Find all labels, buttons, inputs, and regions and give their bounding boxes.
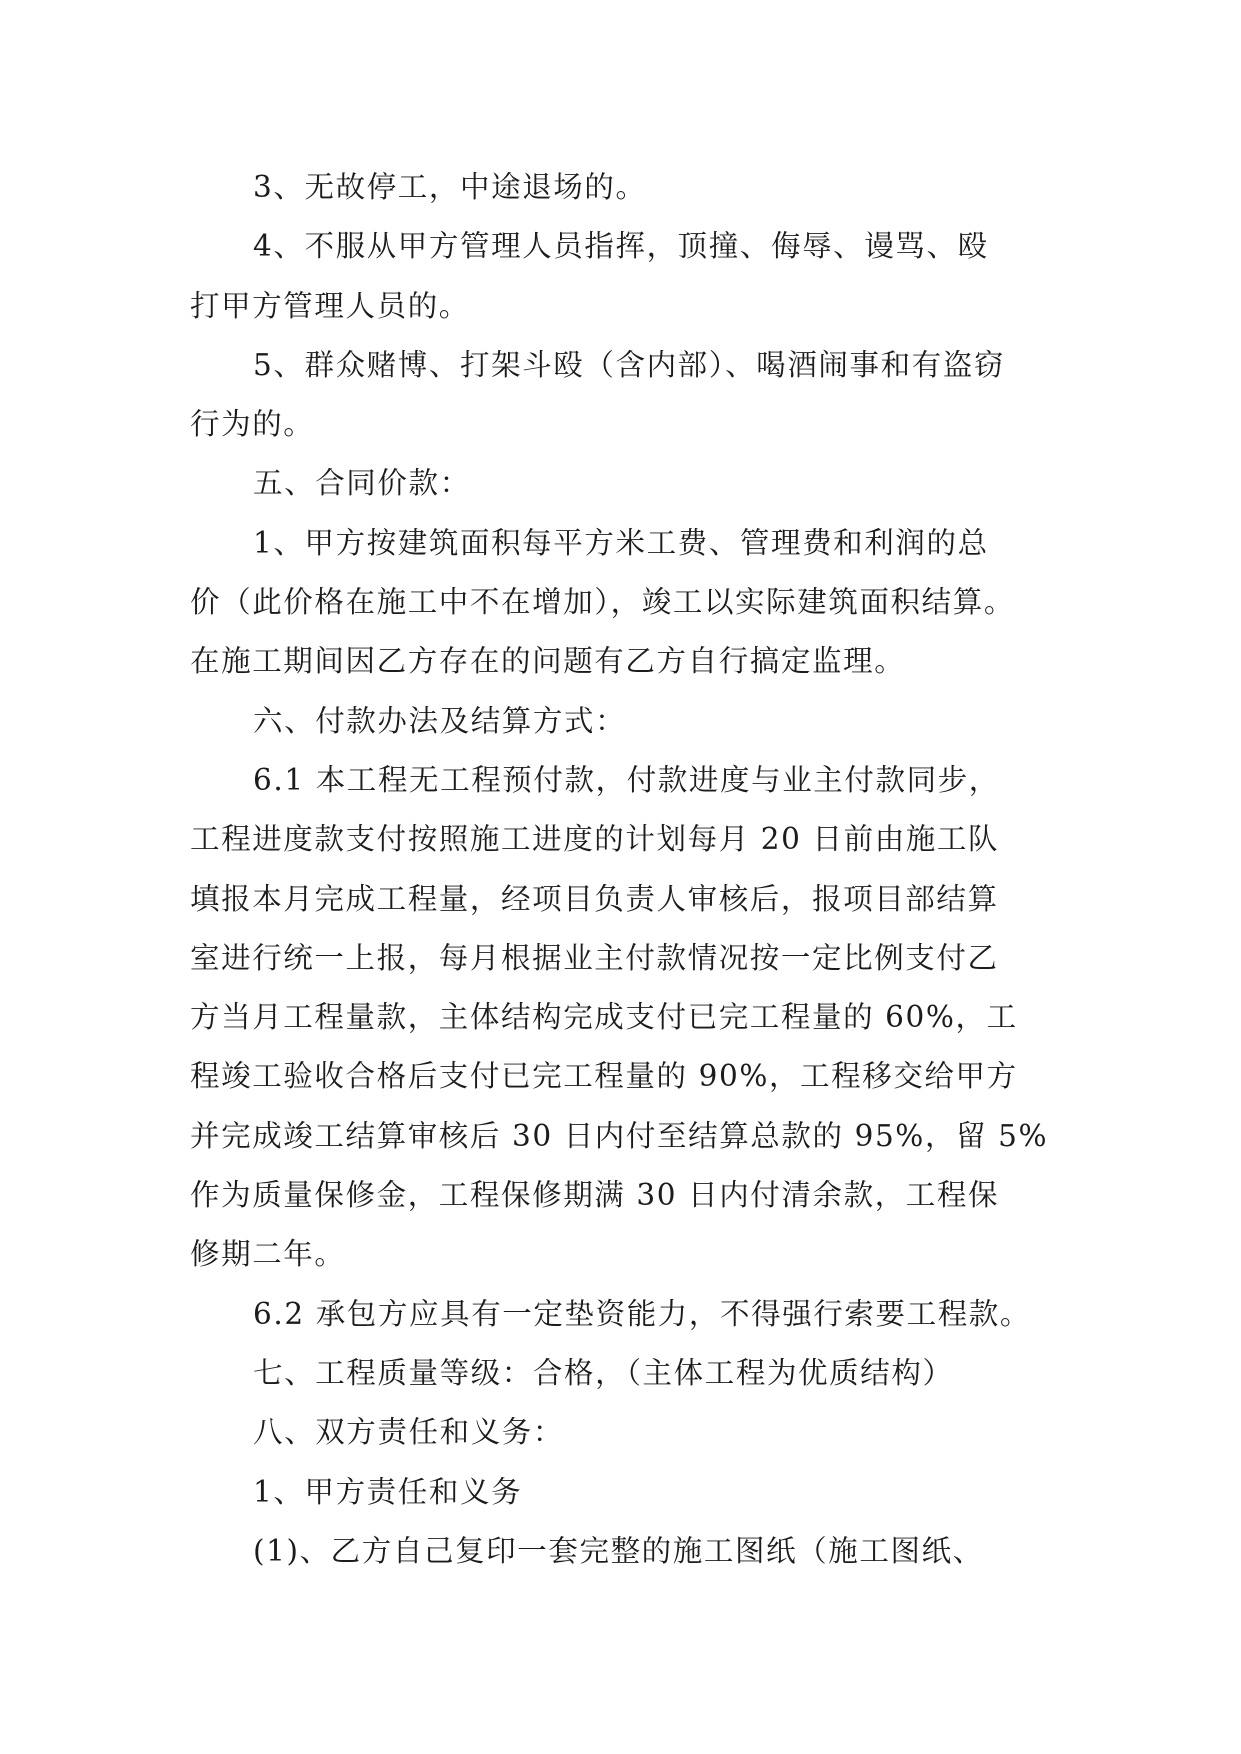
paragraph-line: 打甲方管理人员的。 [190, 288, 470, 323]
paragraph [190, 454, 1070, 513]
paragraph [190, 217, 1070, 336]
paragraph [190, 1285, 1070, 1344]
paragraph-first-line: 5、群众赌博、打架斗殴（含内部）、喝酒闹事和有盗窃 [253, 347, 1006, 382]
paragraph [190, 514, 1070, 692]
paragraph [190, 1344, 1070, 1403]
paragraph [190, 1463, 1070, 1522]
paragraph-first-line: 4、不服从甲方管理人员指挥，顶撞、侮辱、谩骂、殴 [253, 229, 989, 264]
paragraph [190, 751, 1070, 1285]
paragraph-first-line: 1、甲方按建筑面积每平方米工费、管理费和利润的总 [253, 525, 989, 560]
paragraph-first-line: 八、双方责任和义务： [253, 1415, 565, 1450]
paragraph-line: 行为的。 [190, 407, 315, 442]
paragraph-line: 在施工期间因乙方存在的问题有乙方自行搞定监理。 [190, 644, 906, 679]
paragraph-first-line: 6.2 承包方应具有一定垫资能力，不得强行索要工程款。 [253, 1296, 1031, 1331]
paragraph-first-line: 3、无故停工，中途退场的。 [253, 170, 647, 204]
paragraph [190, 1522, 1070, 1581]
document-body [190, 158, 1070, 1581]
paragraph-first-line: 六、付款办法及结算方式： [253, 703, 627, 738]
paragraph-line: 价（此价格在施工中不在增加），竣工以实际建筑面积结算。 [190, 585, 1015, 620]
paragraph-line: 作为质量保修金，工程保修期满 30 日内付清余款，工程保 [190, 1178, 1000, 1213]
paragraph-line: 并完成竣工结算审核后 30 日内付至结算总款的 95%，留 5% [190, 1118, 1049, 1153]
paragraph-line: 填报本月完成工程量，经项目负责人审核后，报项目部结算 [190, 881, 999, 916]
paragraph-first-line: 五、合同价款： [253, 466, 471, 501]
paragraph-first-line: 七、工程质量等级：合格，（主体工程为优质结构） [253, 1355, 954, 1390]
paragraph-line: 程竣工验收合格后支付已完工程量的 90%，工程移交给甲方 [190, 1059, 1018, 1094]
paragraph-first-line: 6.1 本工程无工程预付款，付款进度与业主付款同步， [253, 762, 1000, 797]
paragraph [190, 1403, 1070, 1462]
paragraph [190, 158, 1070, 217]
paragraph-first-line: 1、甲方责任和义务 [253, 1474, 523, 1509]
paragraph [190, 336, 1070, 455]
paragraph-line: 方当月工程量款，主体结构完成支付已完工程量的 60%，工 [190, 1000, 1018, 1035]
paragraph-line: 室进行统一上报，每月根据业主付款情况按一定比例支付乙 [190, 940, 999, 975]
paragraph-line: 工程进度款支付按照施工进度的计划每月 20 日前由施工队 [190, 822, 1000, 857]
paragraph-first-line: (1)、乙方自己复印一套完整的施工图纸（施工图纸、 [253, 1533, 984, 1568]
paragraph [190, 692, 1070, 751]
paragraph-line: 修期二年。 [190, 1237, 346, 1272]
